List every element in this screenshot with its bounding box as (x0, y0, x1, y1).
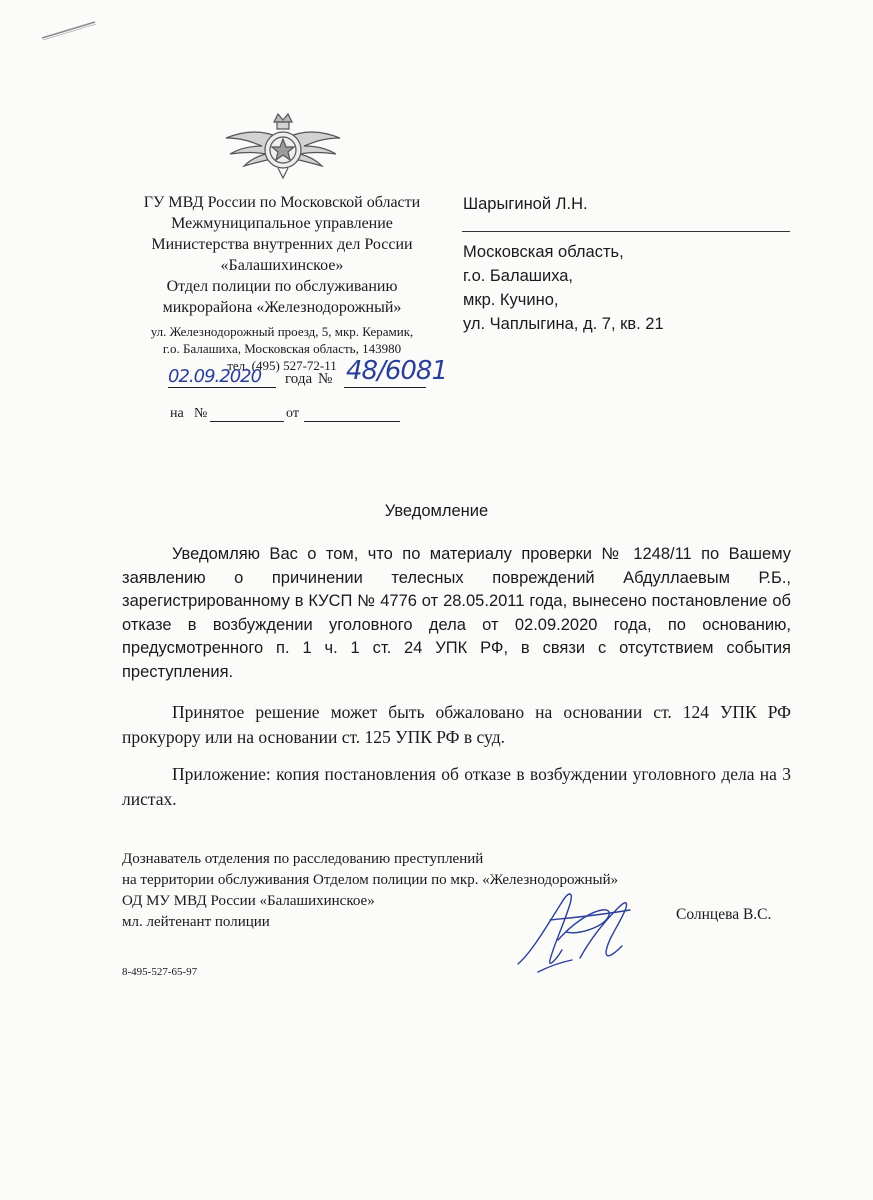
recipient-address (463, 240, 664, 336)
scan-artifact-mark (40, 18, 100, 42)
signer-rank-line: мл. лейтенант полиции (122, 914, 270, 930)
appeal-paragraph: Принятое решение может быть обжаловано на основании ст. 124 УПК РФ прокурору или на основании ст. 125 УПК РФ в суд. (122, 702, 791, 747)
recipient-address-line: Московская область, (463, 243, 624, 261)
year-label: года (285, 371, 313, 387)
phone-line: тел. (495) 527-72-11 (227, 358, 337, 373)
handwritten-signature-icon (510, 880, 650, 976)
document-title: Уведомление (384, 502, 489, 520)
organization-line: ГУ МВД России по Московской области (143, 194, 421, 211)
recipient-address-line: ул. Чаплыгина, д. 7, кв. 21 (463, 315, 664, 333)
reference-number-sign: № (194, 406, 208, 421)
number-underline (344, 387, 426, 388)
reference-date-blank (304, 421, 400, 422)
contact-phone: 8-495-527-65-97 (122, 966, 198, 978)
signer-position-line: Дознаватель отделения по расследованию преступлений (122, 851, 484, 867)
attachment-paragraph: Приложение: копия постановления об отказе в возбуждении уголовного дела на 3 листах. (122, 764, 791, 809)
handwritten-date: 02.09.2020 (168, 366, 262, 387)
notification-paragraph: Уведомляю Вас о том, что по материалу проверки № 1248/11 по Вашему заявлению о причинении телесных повреждений Абдуллаевым Р.Б., зарегистрированному в КУСП № 4776 от 28.05.2011 года, вынесено постановление об отказе в возбуждении уголовного дела от 02.09.2020 года, по основанию, предусмотренного п. 1 ч. 1 ст. 24 УПК РФ, в связи с отсутствием события преступления. (122, 545, 791, 681)
recipient-address-line: г.о. Балашиха, (463, 267, 574, 285)
date-underline (168, 387, 276, 388)
recipient-divider (462, 231, 790, 232)
signer-position-line: ОД МУ МВД России «Балашихинское» (122, 893, 375, 909)
handwritten-number: 48/6081 (346, 356, 448, 386)
mvd-emblem-icon (222, 108, 344, 182)
address-line: г.о. Балашиха, Московская область, 143980 (162, 341, 402, 356)
organization-line: микрорайона «Железнодорожный» (162, 299, 402, 316)
reference-line (170, 406, 410, 426)
organization-line: Межмуниципальное управление (171, 215, 393, 232)
reference-on-label: на (170, 406, 184, 421)
recipient-name: Шарыгиной Л.Н. (463, 195, 588, 213)
organization-line: Министерства внутренних дел России (151, 236, 413, 253)
reference-from-label: от (286, 406, 299, 421)
reference-number-blank (210, 421, 284, 422)
number-sign: № (318, 371, 333, 387)
organization-line: «Балашихинское» (220, 257, 344, 274)
organization-block (122, 192, 442, 318)
signer-position-line: на территории обслуживания Отделом полиции по мкр. «Железнодорожный» (122, 872, 619, 888)
signer-name: Солнцева В.С. (676, 906, 772, 923)
recipient-address-line: мкр. Кучино, (463, 291, 559, 309)
organization-line: Отдел полиции по обслуживанию (166, 278, 398, 295)
address-line: ул. Железнодорожный проезд, 5, мкр. Керамик, (150, 324, 414, 339)
